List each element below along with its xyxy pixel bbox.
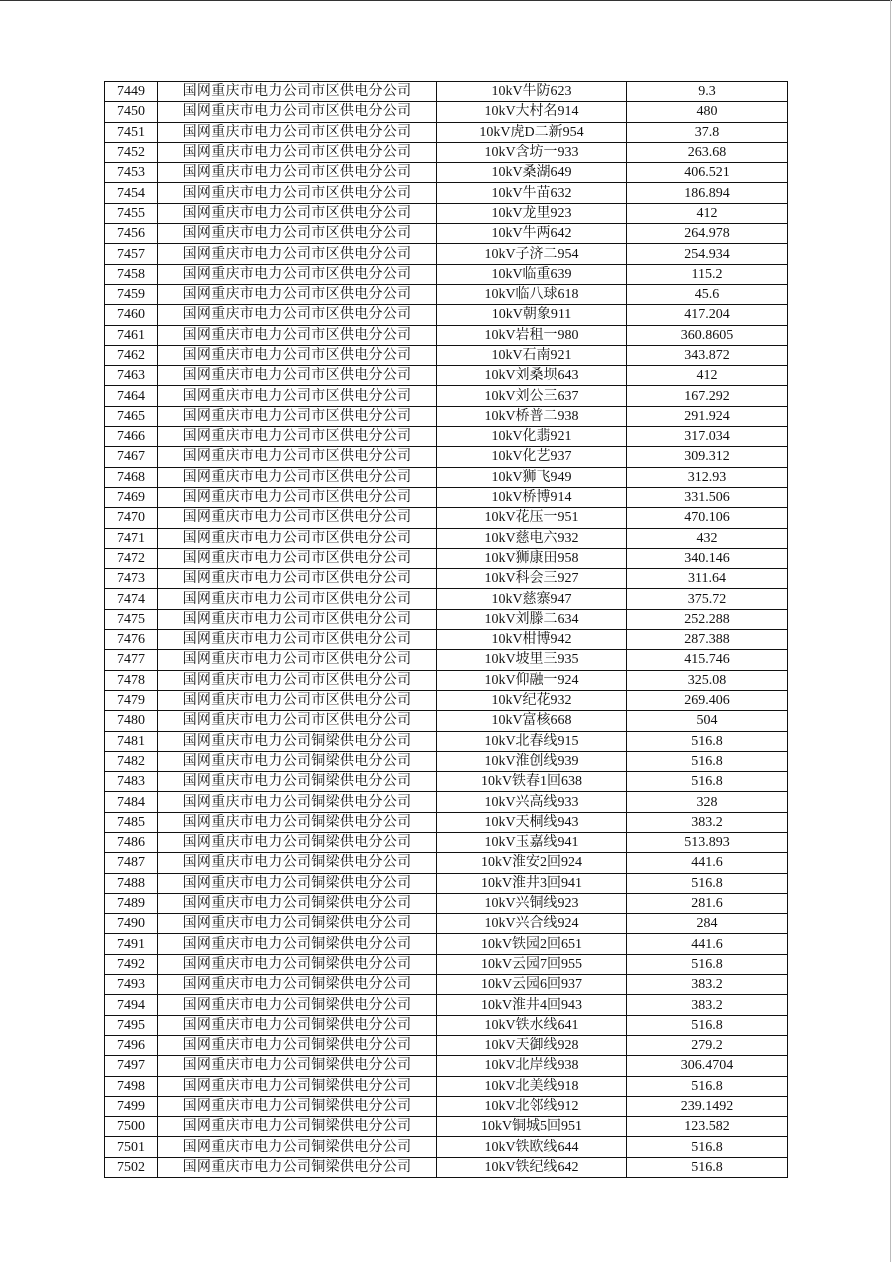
table-row: [105, 832, 788, 852]
value-cell: 504: [627, 711, 788, 731]
company-name-cell: 国网重庆市电力公司铜梁供电分公司: [158, 934, 437, 954]
row-number-cell: 7469: [105, 487, 158, 507]
table-row: [105, 224, 788, 244]
company-name-cell: 国网重庆市电力公司铜梁供电分公司: [158, 1015, 437, 1035]
line-name-cell: 10kV铁水线641: [437, 1015, 627, 1035]
row-number-cell: 7492: [105, 954, 158, 974]
row-number-cell: 7489: [105, 893, 158, 913]
table-row: [105, 569, 788, 589]
table-row: [105, 366, 788, 386]
line-name-cell: 10kV兴铜线923: [437, 893, 627, 913]
row-number-cell: 7490: [105, 914, 158, 934]
table-row: [105, 975, 788, 995]
company-name-cell: 国网重庆市电力公司市区供电分公司: [158, 508, 437, 528]
table-row: [105, 467, 788, 487]
line-name-cell: 10kV牛苗632: [437, 183, 627, 203]
company-name-cell: 国网重庆市电力公司铜梁供电分公司: [158, 1096, 437, 1116]
row-number-cell: 7461: [105, 325, 158, 345]
value-cell: 309.312: [627, 447, 788, 467]
value-cell: 264.978: [627, 224, 788, 244]
table-row: [105, 427, 788, 447]
table-row: [105, 1076, 788, 1096]
value-cell: 343.872: [627, 345, 788, 365]
table-row: [105, 934, 788, 954]
table-row: [105, 548, 788, 568]
line-name-cell: 10kV桥博914: [437, 487, 627, 507]
value-cell: 239.1492: [627, 1096, 788, 1116]
line-name-cell: 10kV北岸线938: [437, 1056, 627, 1076]
value-cell: 287.388: [627, 630, 788, 650]
row-number-cell: 7450: [105, 102, 158, 122]
line-name-cell: 10kV云园7回955: [437, 954, 627, 974]
company-name-cell: 国网重庆市电力公司铜梁供电分公司: [158, 1035, 437, 1055]
row-number-cell: 7465: [105, 406, 158, 426]
value-cell: 312.93: [627, 467, 788, 487]
value-cell: 470.106: [627, 508, 788, 528]
line-name-cell: 10kV桑湖649: [437, 163, 627, 183]
table-row: [105, 528, 788, 548]
row-number-cell: 7488: [105, 873, 158, 893]
row-number-cell: 7463: [105, 366, 158, 386]
line-name-cell: 10kV天御线928: [437, 1035, 627, 1055]
table-row: [105, 995, 788, 1015]
row-number-cell: 7471: [105, 528, 158, 548]
row-number-cell: 7475: [105, 609, 158, 629]
value-cell: 516.8: [627, 751, 788, 771]
table-row: [105, 284, 788, 304]
line-name-cell: 10kV仰融一924: [437, 670, 627, 690]
company-name-cell: 国网重庆市电力公司市区供电分公司: [158, 142, 437, 162]
value-cell: 412: [627, 366, 788, 386]
row-number-cell: 7470: [105, 508, 158, 528]
value-cell: 279.2: [627, 1035, 788, 1055]
value-cell: 269.406: [627, 690, 788, 710]
row-number-cell: 7451: [105, 122, 158, 142]
table-row: [105, 650, 788, 670]
company-name-cell: 国网重庆市电力公司铜梁供电分公司: [158, 1137, 437, 1157]
value-cell: 317.034: [627, 427, 788, 447]
line-name-cell: 10kV北邻线912: [437, 1096, 627, 1116]
row-number-cell: 7453: [105, 163, 158, 183]
table-row: [105, 893, 788, 913]
line-name-cell: 10kV天桐线943: [437, 812, 627, 832]
company-name-cell: 国网重庆市电力公司市区供电分公司: [158, 183, 437, 203]
company-name-cell: 国网重庆市电力公司铜梁供电分公司: [158, 893, 437, 913]
table-row: [105, 914, 788, 934]
company-name-cell: 国网重庆市电力公司铜梁供电分公司: [158, 1117, 437, 1137]
value-cell: 406.521: [627, 163, 788, 183]
line-name-cell: 10kV铁欧线644: [437, 1137, 627, 1157]
value-cell: 516.8: [627, 873, 788, 893]
table-body: [105, 82, 788, 1178]
table-row: [105, 1137, 788, 1157]
company-name-cell: 国网重庆市电力公司市区供电分公司: [158, 630, 437, 650]
line-name-cell: 10kV大村名914: [437, 102, 627, 122]
line-name-cell: 10kV龙里923: [437, 203, 627, 223]
row-number-cell: 7502: [105, 1157, 158, 1177]
company-name-cell: 国网重庆市电力公司市区供电分公司: [158, 487, 437, 507]
line-name-cell: 10kV化艺937: [437, 447, 627, 467]
line-name-cell: 10kV桥普二938: [437, 406, 627, 426]
row-number-cell: 7482: [105, 751, 158, 771]
company-name-cell: 国网重庆市电力公司市区供电分公司: [158, 447, 437, 467]
company-name-cell: 国网重庆市电力公司市区供电分公司: [158, 386, 437, 406]
row-number-cell: 7458: [105, 264, 158, 284]
value-cell: 432: [627, 528, 788, 548]
line-name-cell: 10kV玉嘉线941: [437, 832, 627, 852]
line-name-cell: 10kV兴高线933: [437, 792, 627, 812]
line-name-cell: 10kV淮安2回924: [437, 853, 627, 873]
table-row: [105, 954, 788, 974]
company-name-cell: 国网重庆市电力公司市区供电分公司: [158, 305, 437, 325]
company-name-cell: 国网重庆市电力公司市区供电分公司: [158, 406, 437, 426]
line-name-cell: 10kV云园6回937: [437, 975, 627, 995]
table-row: [105, 203, 788, 223]
row-number-cell: 7481: [105, 731, 158, 751]
line-name-cell: 10kV慈电六932: [437, 528, 627, 548]
table-row: [105, 670, 788, 690]
company-name-cell: 国网重庆市电力公司铜梁供电分公司: [158, 1056, 437, 1076]
row-number-cell: 7460: [105, 305, 158, 325]
value-cell: 9.3: [627, 82, 788, 102]
value-cell: 306.4704: [627, 1056, 788, 1076]
table-row: [105, 751, 788, 771]
row-number-cell: 7485: [105, 812, 158, 832]
value-cell: 328: [627, 792, 788, 812]
line-name-cell: 10kV朝象911: [437, 305, 627, 325]
row-number-cell: 7466: [105, 427, 158, 447]
value-cell: 375.72: [627, 589, 788, 609]
value-cell: 340.146: [627, 548, 788, 568]
value-cell: 284: [627, 914, 788, 934]
value-cell: 383.2: [627, 995, 788, 1015]
company-name-cell: 国网重庆市电力公司铜梁供电分公司: [158, 873, 437, 893]
row-number-cell: 7494: [105, 995, 158, 1015]
value-cell: 516.8: [627, 954, 788, 974]
company-name-cell: 国网重庆市电力公司铜梁供电分公司: [158, 1157, 437, 1177]
line-name-cell: 10kV慈寨947: [437, 589, 627, 609]
row-number-cell: 7476: [105, 630, 158, 650]
line-name-cell: 10kV临八球618: [437, 284, 627, 304]
value-cell: 167.292: [627, 386, 788, 406]
company-name-cell: 国网重庆市电力公司铜梁供电分公司: [158, 812, 437, 832]
row-number-cell: 7500: [105, 1117, 158, 1137]
table-row: [105, 853, 788, 873]
row-number-cell: 7483: [105, 772, 158, 792]
row-number-cell: 7456: [105, 224, 158, 244]
company-name-cell: 国网重庆市电力公司铜梁供电分公司: [158, 995, 437, 1015]
row-number-cell: 7479: [105, 690, 158, 710]
table-row: [105, 183, 788, 203]
table-row: [105, 1157, 788, 1177]
company-name-cell: 国网重庆市电力公司市区供电分公司: [158, 224, 437, 244]
value-cell: 415.746: [627, 650, 788, 670]
value-cell: 417.204: [627, 305, 788, 325]
table-row: [105, 873, 788, 893]
company-name-cell: 国网重庆市电力公司铜梁供电分公司: [158, 1076, 437, 1096]
value-cell: 325.08: [627, 670, 788, 690]
line-name-cell: 10kV淮井3回941: [437, 873, 627, 893]
row-number-cell: 7449: [105, 82, 158, 102]
table-row: [105, 812, 788, 832]
line-name-cell: 10kV岩租一980: [437, 325, 627, 345]
row-number-cell: 7497: [105, 1056, 158, 1076]
company-name-cell: 国网重庆市电力公司市区供电分公司: [158, 163, 437, 183]
row-number-cell: 7478: [105, 670, 158, 690]
value-cell: 383.2: [627, 975, 788, 995]
row-number-cell: 7464: [105, 386, 158, 406]
company-name-cell: 国网重庆市电力公司市区供电分公司: [158, 589, 437, 609]
table-row: [105, 82, 788, 102]
row-number-cell: 7491: [105, 934, 158, 954]
company-name-cell: 国网重庆市电力公司市区供电分公司: [158, 650, 437, 670]
value-cell: 412: [627, 203, 788, 223]
value-cell: 516.8: [627, 1076, 788, 1096]
row-number-cell: 7484: [105, 792, 158, 812]
value-cell: 516.8: [627, 1137, 788, 1157]
row-number-cell: 7457: [105, 244, 158, 264]
table-row: [105, 772, 788, 792]
company-name-cell: 国网重庆市电力公司铜梁供电分公司: [158, 772, 437, 792]
company-name-cell: 国网重庆市电力公司市区供电分公司: [158, 548, 437, 568]
line-name-cell: 10kV狮康田958: [437, 548, 627, 568]
table-row: [105, 244, 788, 264]
table-row: [105, 102, 788, 122]
line-name-cell: 10kV花压一951: [437, 508, 627, 528]
value-cell: 513.893: [627, 832, 788, 852]
value-cell: 383.2: [627, 812, 788, 832]
table-row: [105, 1096, 788, 1116]
table-row: [105, 386, 788, 406]
company-name-cell: 国网重庆市电力公司市区供电分公司: [158, 467, 437, 487]
company-name-cell: 国网重庆市电力公司市区供电分公司: [158, 122, 437, 142]
row-number-cell: 7501: [105, 1137, 158, 1157]
line-name-cell: 10kV科会三927: [437, 569, 627, 589]
value-cell: 480: [627, 102, 788, 122]
table-row: [105, 447, 788, 467]
table-row: [105, 1056, 788, 1076]
company-name-cell: 国网重庆市电力公司铜梁供电分公司: [158, 832, 437, 852]
value-cell: 252.288: [627, 609, 788, 629]
table-row: [105, 1015, 788, 1035]
table-row: [105, 508, 788, 528]
table-row: [105, 711, 788, 731]
value-cell: 254.934: [627, 244, 788, 264]
line-name-cell: 10kV牛两642: [437, 224, 627, 244]
page-top-border: [0, 0, 892, 1]
row-number-cell: 7452: [105, 142, 158, 162]
row-number-cell: 7468: [105, 467, 158, 487]
line-name-cell: 10kV北美线918: [437, 1076, 627, 1096]
line-name-cell: 10kV石南921: [437, 345, 627, 365]
row-number-cell: 7495: [105, 1015, 158, 1035]
value-cell: 516.8: [627, 731, 788, 751]
table-row: [105, 731, 788, 751]
table-row: [105, 690, 788, 710]
company-name-cell: 国网重庆市电力公司铜梁供电分公司: [158, 853, 437, 873]
line-name-cell: 10kV临重639: [437, 264, 627, 284]
page-right-border: [890, 0, 891, 1262]
row-number-cell: 7496: [105, 1035, 158, 1055]
table-row: [105, 792, 788, 812]
line-name-cell: 10kV含坊一933: [437, 142, 627, 162]
row-number-cell: 7454: [105, 183, 158, 203]
row-number-cell: 7455: [105, 203, 158, 223]
value-cell: 441.6: [627, 853, 788, 873]
row-number-cell: 7474: [105, 589, 158, 609]
line-name-cell: 10kV刘桑坝643: [437, 366, 627, 386]
company-name-cell: 国网重庆市电力公司市区供电分公司: [158, 203, 437, 223]
company-name-cell: 国网重庆市电力公司市区供电分公司: [158, 82, 437, 102]
value-cell: 115.2: [627, 264, 788, 284]
table-row: [105, 305, 788, 325]
value-cell: 186.894: [627, 183, 788, 203]
value-cell: 311.64: [627, 569, 788, 589]
line-name-cell: 10kV刘公三637: [437, 386, 627, 406]
line-name-cell: 10kV铜城5回951: [437, 1117, 627, 1137]
value-cell: 360.8605: [627, 325, 788, 345]
company-name-cell: 国网重庆市电力公司市区供电分公司: [158, 670, 437, 690]
table-row: [105, 142, 788, 162]
company-name-cell: 国网重庆市电力公司市区供电分公司: [158, 325, 437, 345]
line-name-cell: 10kV坡里三935: [437, 650, 627, 670]
row-number-cell: 7459: [105, 284, 158, 304]
line-name-cell: 10kV虎D二新954: [437, 122, 627, 142]
row-number-cell: 7493: [105, 975, 158, 995]
line-name-cell: 10kV淮井4回943: [437, 995, 627, 1015]
data-table: [104, 81, 788, 1178]
company-name-cell: 国网重庆市电力公司铜梁供电分公司: [158, 792, 437, 812]
row-number-cell: 7462: [105, 345, 158, 365]
value-cell: 263.68: [627, 142, 788, 162]
table-row: [105, 325, 788, 345]
table-row: [105, 609, 788, 629]
value-cell: 516.8: [627, 1015, 788, 1035]
row-number-cell: 7486: [105, 832, 158, 852]
company-name-cell: 国网重庆市电力公司铜梁供电分公司: [158, 975, 437, 995]
value-cell: 516.8: [627, 1157, 788, 1177]
table-row: [105, 589, 788, 609]
table-row: [105, 1035, 788, 1055]
line-name-cell: 10kV富核668: [437, 711, 627, 731]
row-number-cell: 7498: [105, 1076, 158, 1096]
line-name-cell: 10kV狮飞949: [437, 467, 627, 487]
line-name-cell: 10kV铁园2回651: [437, 934, 627, 954]
company-name-cell: 国网重庆市电力公司市区供电分公司: [158, 569, 437, 589]
company-name-cell: 国网重庆市电力公司市区供电分公司: [158, 711, 437, 731]
value-cell: 516.8: [627, 772, 788, 792]
table-row: [105, 264, 788, 284]
line-name-cell: 10kV北春线915: [437, 731, 627, 751]
row-number-cell: 7477: [105, 650, 158, 670]
table-row: [105, 630, 788, 650]
row-number-cell: 7472: [105, 548, 158, 568]
company-name-cell: 国网重庆市电力公司铜梁供电分公司: [158, 731, 437, 751]
row-number-cell: 7473: [105, 569, 158, 589]
company-name-cell: 国网重庆市电力公司铜梁供电分公司: [158, 914, 437, 934]
row-number-cell: 7487: [105, 853, 158, 873]
row-number-cell: 7499: [105, 1096, 158, 1116]
value-cell: 37.8: [627, 122, 788, 142]
row-number-cell: 7480: [105, 711, 158, 731]
line-name-cell: 10kV子济二954: [437, 244, 627, 264]
line-name-cell: 10kV刘滕二634: [437, 609, 627, 629]
company-name-cell: 国网重庆市电力公司市区供电分公司: [158, 244, 437, 264]
company-name-cell: 国网重庆市电力公司市区供电分公司: [158, 366, 437, 386]
value-cell: 45.6: [627, 284, 788, 304]
value-cell: 123.582: [627, 1117, 788, 1137]
value-cell: 441.6: [627, 934, 788, 954]
company-name-cell: 国网重庆市电力公司铜梁供电分公司: [158, 751, 437, 771]
table-row: [105, 163, 788, 183]
company-name-cell: 国网重庆市电力公司市区供电分公司: [158, 528, 437, 548]
company-name-cell: 国网重庆市电力公司市区供电分公司: [158, 345, 437, 365]
table-row: [105, 487, 788, 507]
line-name-cell: 10kV柑博942: [437, 630, 627, 650]
company-name-cell: 国网重庆市电力公司市区供电分公司: [158, 690, 437, 710]
row-number-cell: 7467: [105, 447, 158, 467]
table-row: [105, 1117, 788, 1137]
value-cell: 291.924: [627, 406, 788, 426]
line-name-cell: 10kV淮创线939: [437, 751, 627, 771]
table-row: [105, 345, 788, 365]
line-name-cell: 10kV铁纪线642: [437, 1157, 627, 1177]
company-name-cell: 国网重庆市电力公司市区供电分公司: [158, 264, 437, 284]
table-row: [105, 406, 788, 426]
line-name-cell: 10kV铁春1回638: [437, 772, 627, 792]
company-name-cell: 国网重庆市电力公司市区供电分公司: [158, 427, 437, 447]
line-name-cell: 10kV牛防623: [437, 82, 627, 102]
value-cell: 281.6: [627, 893, 788, 913]
company-name-cell: 国网重庆市电力公司市区供电分公司: [158, 284, 437, 304]
company-name-cell: 国网重庆市电力公司铜梁供电分公司: [158, 954, 437, 974]
line-name-cell: 10kV兴合线924: [437, 914, 627, 934]
value-cell: 331.506: [627, 487, 788, 507]
company-name-cell: 国网重庆市电力公司市区供电分公司: [158, 102, 437, 122]
table-row: [105, 122, 788, 142]
line-name-cell: 10kV化翡921: [437, 427, 627, 447]
company-name-cell: 国网重庆市电力公司市区供电分公司: [158, 609, 437, 629]
line-name-cell: 10kV纪花932: [437, 690, 627, 710]
